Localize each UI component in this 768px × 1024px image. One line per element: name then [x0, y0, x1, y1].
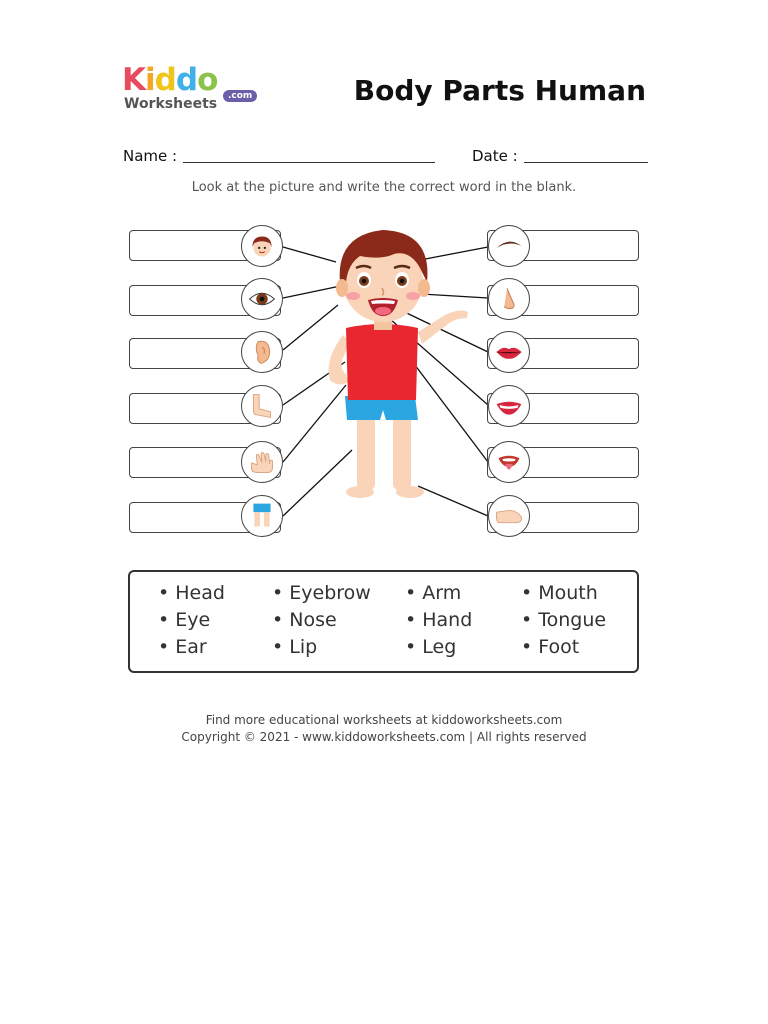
- hand-picture: [241, 441, 283, 483]
- word-bank-item: • Hand: [405, 609, 473, 631]
- instruction-text: Look at the picture and write the correct word in the blank.: [191, 180, 577, 195]
- word-bank-item: • Tongue: [521, 609, 607, 631]
- footer-copyright: Copyright © 2021 - www.kiddoworksheets.com | All rights reserved: [181, 730, 587, 744]
- word-bank-item: • Eye: [158, 609, 211, 631]
- nose-picture: [488, 278, 530, 320]
- lip-picture: [488, 331, 530, 373]
- eye-picture: [241, 278, 283, 320]
- word-bank-item: • Head: [158, 582, 225, 604]
- footer-promo: Find more educational worksheets at kiddoworksheets.com: [205, 713, 563, 727]
- word-bank-item: • Mouth: [521, 582, 598, 604]
- word-bank-item: • Arm: [405, 582, 462, 604]
- logo-kiddo-text: Kiddo: [122, 62, 218, 98]
- date-line[interactable]: [524, 162, 648, 163]
- arm-picture: [241, 385, 283, 427]
- eyebrow-picture: [488, 225, 530, 267]
- word-bank-item: • Lip: [272, 636, 318, 658]
- name-label: Name :: [123, 147, 178, 165]
- logo-worksheets-text: Worksheets: [124, 96, 218, 112]
- kiddo-worksheets-logo: [122, 62, 262, 118]
- word-bank-item: • Leg: [405, 636, 457, 658]
- word-bank-item: • Eyebrow: [272, 582, 371, 604]
- word-bank-item: • Ear: [158, 636, 207, 658]
- leg-picture: [241, 495, 283, 537]
- child-illustration: [310, 220, 470, 510]
- word-bank-item: • Nose: [272, 609, 337, 631]
- logo-domain-badge: .com: [223, 90, 257, 102]
- tongue-picture: [488, 441, 530, 483]
- name-line[interactable]: [183, 162, 435, 163]
- ear-picture: [241, 331, 283, 373]
- foot-picture: [488, 495, 530, 537]
- worksheet-title: Body Parts Human: [353, 74, 646, 107]
- head-picture: [241, 225, 283, 267]
- word-bank-item: • Foot: [521, 636, 580, 658]
- date-label: Date :: [472, 147, 518, 165]
- mouth-picture: [488, 385, 530, 427]
